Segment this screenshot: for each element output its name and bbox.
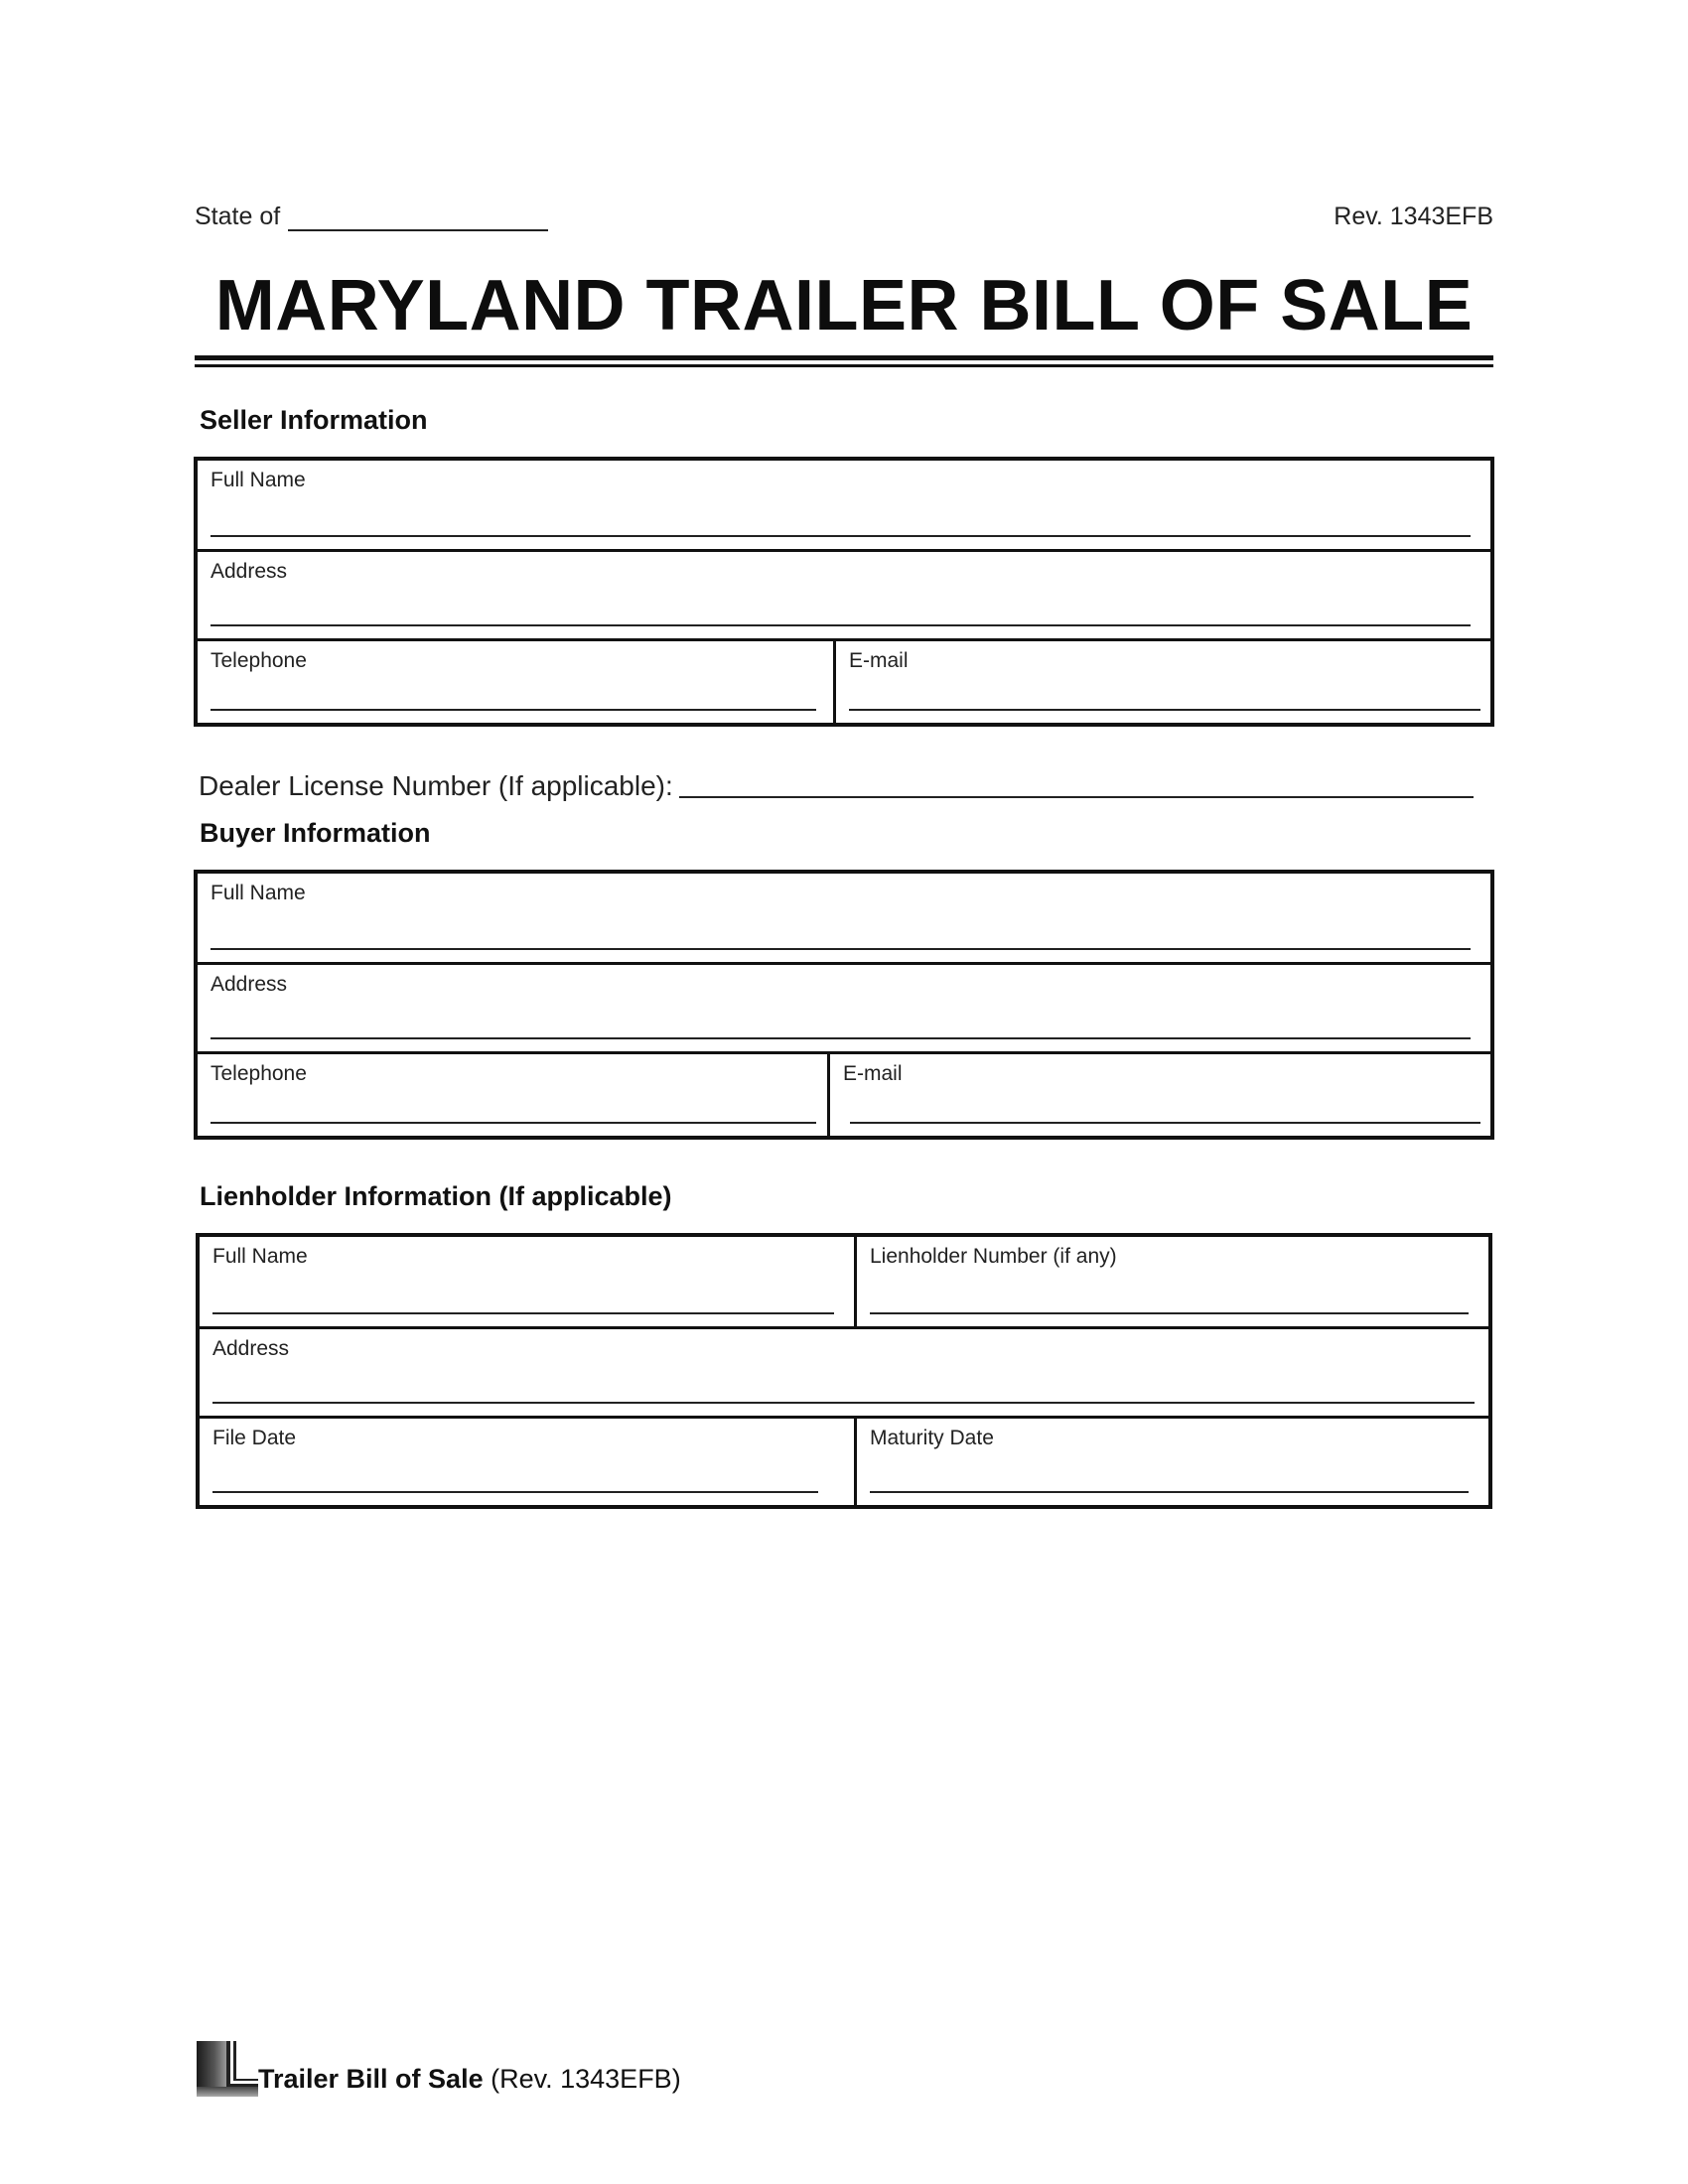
buyer-address-label: Address [211,973,288,996]
dealer-license-field[interactable] [679,796,1474,798]
title-rule-thin [195,364,1493,367]
state-blank-line[interactable] [288,205,548,231]
buyer-telephone-field[interactable] [211,1122,816,1124]
seller-full-name-row [198,461,1490,549]
seller-contact-row [198,638,1490,723]
seller-address-row [198,549,1490,638]
lienholder-number-cell [854,1237,1488,1326]
lienholder-info-box [196,1233,1492,1509]
lienholder-file-date-cell [200,1419,854,1505]
document-title: MARYLAND TRAILER BILL OF SALE [214,266,1474,345]
buyer-contact-row [198,1051,1490,1136]
lienholder-address-row [200,1326,1488,1416]
seller-telephone-label: Telephone [211,649,307,672]
lienholder-number-field[interactable] [870,1312,1469,1314]
lienholder-name-row [200,1237,1488,1326]
lienholder-file-date-field[interactable] [212,1491,818,1493]
buyer-section-heading: Buyer Information [200,818,431,848]
lienholder-file-date-label: File Date [212,1427,297,1449]
footer-doc-name: Trailer Bill of Sale [258,2064,484,2094]
buyer-telephone-label: Telephone [211,1062,307,1085]
lienholder-dates-row [200,1416,1488,1505]
buyer-address-field[interactable] [211,1037,1471,1039]
lienholder-maturity-date-field[interactable] [870,1491,1469,1493]
seller-section-heading: Seller Information [200,405,428,435]
l-logo-icon [197,2041,258,2097]
seller-address-field[interactable] [211,624,1471,626]
seller-telephone-cell [198,641,833,723]
footer-revision: (Rev. 1343EFB) [491,2064,681,2094]
seller-full-name-label: Full Name [211,469,306,491]
lienholder-full-name-field[interactable] [212,1312,834,1314]
lienholder-address-field[interactable] [212,1402,1475,1404]
state-of-label: State of [195,203,281,230]
seller-email-field[interactable] [849,709,1480,711]
seller-info-box [194,457,1494,727]
seller-full-name-field[interactable] [211,535,1471,537]
lienholder-address-label: Address [212,1337,290,1360]
buyer-address-row [198,962,1490,1051]
buyer-email-field[interactable] [850,1122,1480,1124]
lienholder-number-label: Lienholder Number (if any) [870,1245,1117,1268]
buyer-telephone-cell [198,1054,827,1136]
lienholder-section-heading: Lienholder Information (If applicable) [200,1181,672,1211]
title-rule-thick [195,355,1493,360]
buyer-info-box [194,870,1494,1140]
buyer-full-name-field[interactable] [211,948,1471,950]
lienholder-maturity-date-cell [854,1419,1488,1505]
lienholder-maturity-date-label: Maturity Date [870,1427,994,1449]
state-of-field [195,203,548,231]
seller-telephone-field[interactable] [211,709,816,711]
buyer-full-name-label: Full Name [211,882,306,904]
document-footer [197,2037,681,2097]
revision-number: Rev. 1343EFB [1334,203,1493,230]
buyer-email-label: E-mail [843,1062,903,1085]
lienholder-full-name-cell [200,1237,854,1326]
seller-email-label: E-mail [849,649,909,672]
buyer-email-cell [827,1054,1490,1136]
seller-email-cell [833,641,1490,723]
footer-doc-label [258,2064,681,2095]
seller-address-label: Address [211,560,288,583]
buyer-full-name-row [198,874,1490,962]
dealer-license-label: Dealer License Number (If applicable): [199,770,673,801]
lienholder-full-name-label: Full Name [212,1245,308,1268]
